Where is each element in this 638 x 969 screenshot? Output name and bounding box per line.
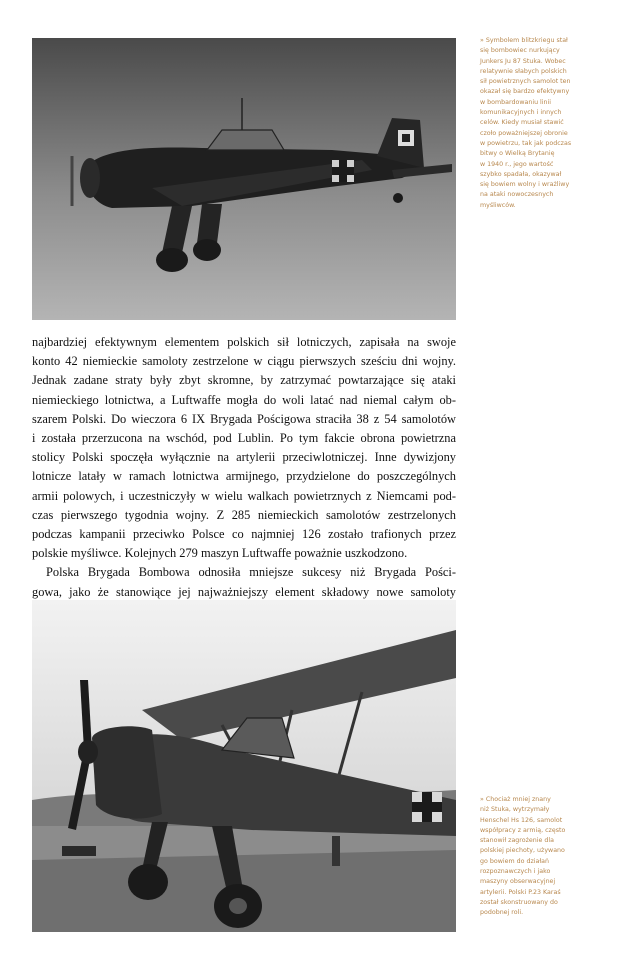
body-text [32, 333, 456, 602]
caption-stuka [480, 36, 608, 211]
text-line: najbardziej efektywnym elementem polskich sił lotniczych, zapisała na swoje [32, 335, 456, 349]
text-line: polskie myśliwce. Kolejnych 279 maszyn Luftwaffe poważnie uszkodzono. [32, 546, 408, 561]
text-line: gowa, jako że stanowiące jej najważniejszy element składowy nowe samoloty [32, 584, 456, 599]
caption-line: współpracy z armią, często [480, 826, 566, 834]
text-line: Jednak zadane straty były zbyt skromne, by zatrzymać powtarzające się ataki [32, 373, 456, 388]
caption-line: w powietrzu, tak jak podczas [480, 139, 572, 147]
caption-line: się bowiem wolny i wrażliwy [480, 181, 570, 189]
caption-line: czoło poważniejszej obronie [480, 129, 568, 137]
caption-line: został skonstruowany do [480, 898, 558, 906]
caption-line: artylerii. Polski P.23 Karaś [480, 888, 561, 896]
text-line: armii polowych, i uczestniczyły w wielu walkach powietrznych z Niemcami pod- [32, 488, 456, 503]
text-line: stolicy Polski spoczęła wyłącznie na artylerii przeciwlotniczej. Inne dywizjony [32, 450, 456, 465]
caption-line: go bowiem do działań [480, 857, 550, 865]
caption-line: sił powietrznych samolot ten [480, 78, 571, 86]
caption-line: » Chociaż mniej znany [480, 796, 551, 803]
caption-line: niż Stuka, wytrzymały [480, 806, 550, 814]
text-line: czas pierwszego tygodnia wojny. Z 285 niemieckich samolotów zestrzelonych [32, 507, 456, 522]
caption-line: podobnej roli. [480, 909, 524, 917]
stuka-photo [32, 38, 456, 320]
caption-line: w bombardowaniu linii [480, 98, 552, 106]
caption-line: się bombowiec nurkujący [480, 47, 560, 55]
caption-line: Junkers Ju 87 Stuka. Wobec [480, 57, 566, 65]
caption-line: Henschel Hs 126, samolot [480, 816, 563, 824]
text-line: podczas kampanii przeciwko Polsce co najmniej 126 zostało trafionych przez [32, 527, 456, 542]
henschel-photo [32, 600, 456, 932]
caption-line: relatywnie słabych polskich [480, 67, 567, 75]
paragraph [32, 563, 456, 601]
caption-line: szybko spadała, okazywał [480, 170, 562, 178]
caption-line: » Symbolem blitzkriegu stał [480, 37, 568, 44]
caption-line: maszyny obserwacyjnej [480, 878, 556, 886]
text-line: i została przerzucona na wschód, pod Lublin. Po tym fakcie obrona powietrzna [32, 431, 456, 446]
caption-line: rozpoznawczych i jako [480, 868, 551, 876]
text-line: konto 42 niemieckie samoloty zestrzelone w ciągu pierwszych sześciu dni wojny. [32, 354, 456, 369]
caption-line: celów. Kiedy musiał stawić [480, 119, 564, 127]
caption-line: na ataki nowoczesnych [480, 191, 554, 199]
text-line: Polska Brygada Bombowa odnosiła mniejsze sukcesy niż Brygada Pości- [46, 565, 456, 580]
text-line: lotnicze latały w ramach lotnictwa armijnego, przydzielone do poszczególnych [32, 469, 456, 484]
caption-line: polskiej piechoty, używano [480, 847, 565, 855]
caption-line: w 1940 r., jego wartość [480, 160, 554, 168]
text-line: szarem Polski. Do wieczora 6 IX Brygada Pościgowa straciła 38 z 54 samolotów [32, 411, 456, 426]
caption-henschel [480, 795, 608, 919]
caption-line: bitwy o Wielką Brytanię [480, 150, 555, 158]
paragraph [32, 333, 456, 563]
caption-line: myśliwców. [480, 201, 516, 209]
caption-line: komunikacyjnych i innych [480, 109, 562, 117]
caption-line: okazał się bardzo efektywny [480, 88, 570, 96]
text-line: niemieckiego lotnictwa, a Luftwaffe mogła do woli latać nad niemal całym ob- [32, 392, 456, 407]
caption-line: stanowił zagrożenie dla [480, 837, 555, 845]
